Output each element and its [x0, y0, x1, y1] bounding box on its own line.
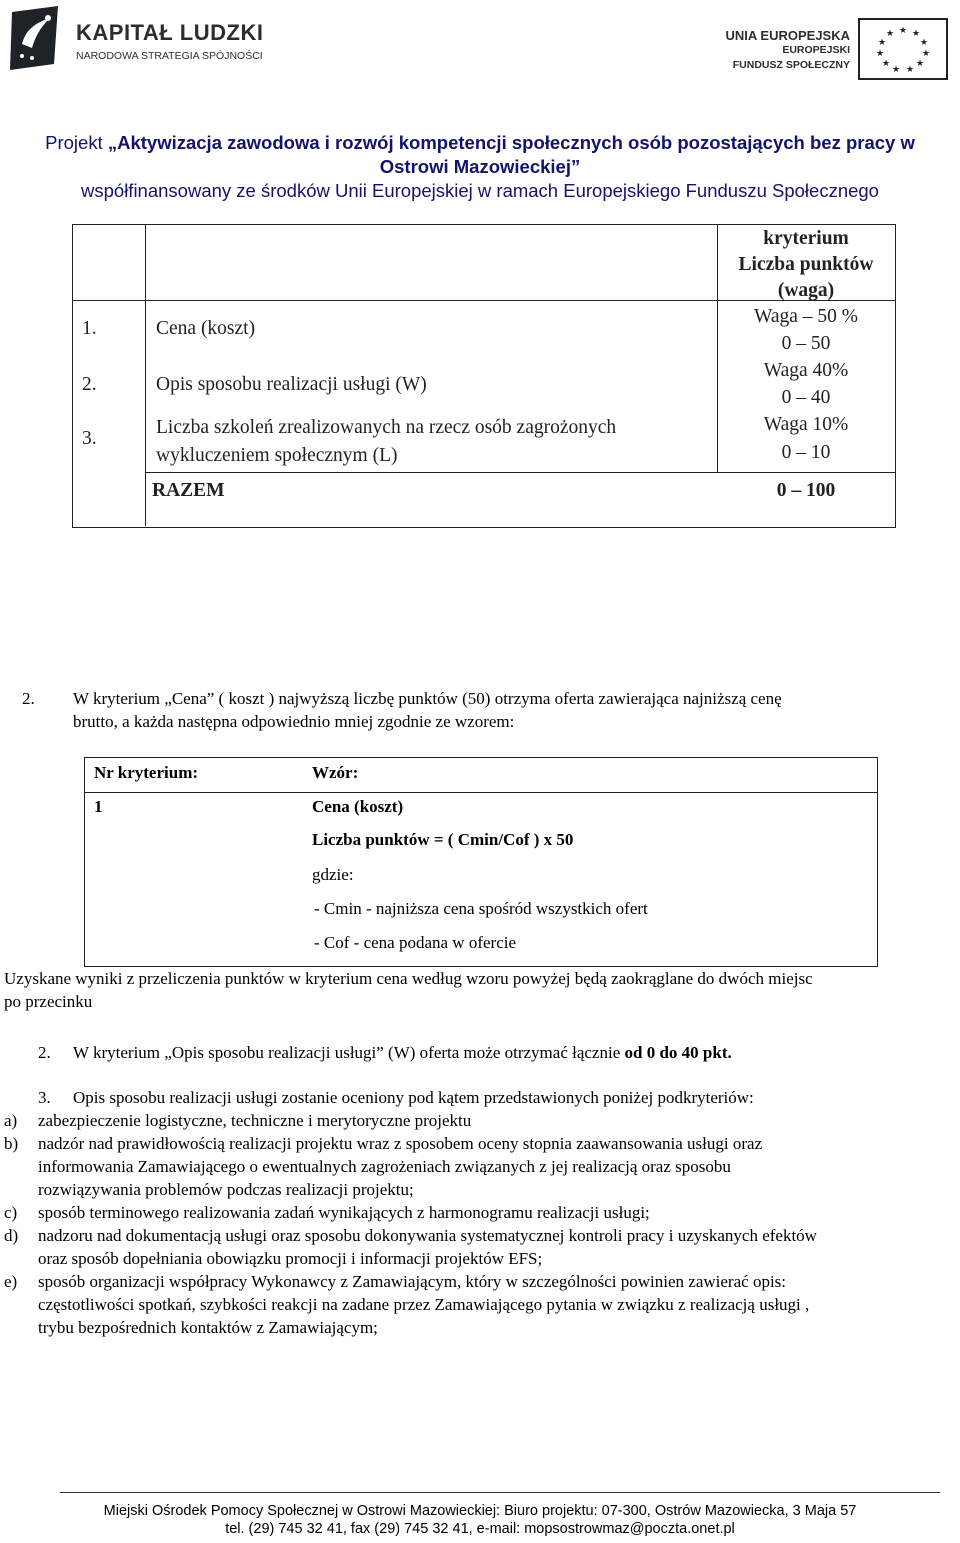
footer-address: Miejski Ośrodek Pomocy Społecznej w Ostrowi Mazowieckiej: Biuro projektu: 07-300, Ostrów Mazowiecka, 3 Maja 57 [103, 1503, 857, 1519]
subcriterion-b-line2: informowania Zamawiającego o ewentualnych zagrożeniach związanych z jej realizacją oraz sposobu [38, 1157, 731, 1176]
subcriterion-b-line3: rozwiązywania problemów podczas realizacji projektu; [38, 1180, 414, 1199]
svg-text:★: ★ [921, 49, 931, 59]
eu-flag-icon [858, 18, 948, 80]
criteria-row-1-weight: Waga – 50 % [753, 306, 859, 327]
criteria-table-header-rule [72, 300, 718, 301]
subcriterion-a-line1: zabezpieczenie logistyczne, techniczne i merytoryczne projektu [38, 1111, 472, 1130]
section3-num: 3. [38, 1088, 51, 1107]
formula-num: 1 [94, 797, 103, 816]
criteria-header-line2: Liczba punktów [738, 254, 874, 275]
formula-def-cmin: - Cmin - najniższa cena spośród wszystkich ofert [314, 899, 648, 918]
criteria-table-col-divider-1 [145, 224, 146, 526]
subcriterion-b-label: b) [4, 1134, 19, 1153]
criteria-row-1-name: Cena (koszt) [156, 318, 256, 339]
criteria-header-line3: (waga) [777, 280, 835, 301]
criteria-row-2-num: 2. [82, 374, 97, 395]
rounding-line2: po przecinku [4, 992, 93, 1011]
criteria-table-total-rule [145, 472, 895, 473]
footer-contact: tel. (29) 745 32 41, fax (29) 745 32 41, e-mail: mopsostrowmaz@poczta.onet.pl [225, 1521, 735, 1537]
criteria-row-2-range: 0 – 40 [781, 387, 831, 408]
formula-table-header-rule [84, 792, 878, 793]
criteria-row-3-num: 3. [82, 428, 97, 449]
svg-text:★: ★ [885, 29, 895, 39]
subcriterion-d-line2: oraz sposób dopełniania obowiązku promocji i informacji projektów EFS; [38, 1249, 543, 1268]
criteria-header [718, 226, 894, 304]
subcriterion-c-line1: sposób terminowego realizowania zadań wynikających z harmonogramu realizacji usługi; [38, 1203, 650, 1222]
criteria-row-1-range: 0 – 50 [781, 333, 831, 354]
section2b-text [73, 1042, 732, 1065]
svg-text:★: ★ [898, 26, 908, 36]
eu-logo [714, 18, 954, 82]
subcriterion-e-line1: sposób organizacji współpracy Wykonawcy z Zamawiającym, który w szczególności powinien zawierać opis: [38, 1272, 786, 1291]
eu-line3: FUNDUSZ SPOŁECZNY [732, 59, 850, 71]
rounding-line1: Uzyskane wyniki z przeliczenia punktów w kryterium cena według wzoru powyżej będą zaokrąglane do dwóch miejsc [4, 969, 813, 988]
project-cofinance: współfinansowany ze środków Unii Europejskiej w ramach Europejskiego Funduszu Społecznego [81, 180, 879, 201]
eu-logo-text [726, 28, 850, 73]
project-title-line1 [0, 132, 960, 154]
subcriterion-e-line2: częstotliwości spotkań, szybkości reakcji na zadane przez Zamawiającego pytania w związku z realizacją usługi , [38, 1295, 810, 1314]
svg-text:★: ★ [911, 29, 921, 39]
subcriterion-e-label: e) [4, 1272, 18, 1291]
section2-line2: brutto, a każda następna odpowiednio mniej zgodnie ze wzorem: [73, 712, 515, 731]
formula-def-cof: - Cof - cena podana w ofercie [314, 933, 517, 952]
section2b-body: W kryterium „Opis sposobu realizacji usługi” (W) oferta może otrzymać łącznie [73, 1043, 625, 1062]
footer-rule [60, 1492, 940, 1493]
subcriterion-d-label: d) [4, 1226, 19, 1245]
subcriterion-c-label: c) [4, 1203, 18, 1222]
criteria-row-3-name [156, 414, 616, 470]
criteria-header-line1: kryterium [763, 228, 849, 249]
formula-where: gdzie: [312, 865, 354, 884]
kapital-ludzki-logo [8, 4, 264, 74]
criteria-row-1-num: 1. [82, 318, 97, 339]
svg-text:★: ★ [875, 49, 885, 59]
svg-text:★: ★ [891, 65, 901, 75]
project-title-line2 [0, 156, 960, 178]
svg-text:★: ★ [877, 38, 887, 48]
criteria-total-range: 0 – 100 [776, 480, 836, 501]
section2-num: 2. [22, 689, 35, 708]
svg-text:★: ★ [919, 38, 929, 48]
subcriterion-a-label: a) [4, 1111, 18, 1130]
formula-col1-header: Nr kryterium: [94, 763, 199, 782]
formula-name: Cena (koszt) [312, 797, 404, 816]
criteria-total-label: RAZEM [152, 480, 225, 501]
svg-text:★: ★ [905, 65, 915, 75]
kapital-ludzki-title: KAPITAŁ LUDZKI [76, 20, 264, 45]
eu-line2: EUROPEJSKI [782, 44, 850, 56]
eu-line1: UNIA EUROPEJSKA [725, 28, 850, 43]
criteria-row-3-weight: Waga 10% [763, 414, 849, 435]
criteria-row-3-name-line1: Liczba szkoleń zrealizowanych na rzecz osób zagrożonych [156, 417, 617, 438]
svg-text:★: ★ [915, 59, 925, 69]
svg-text:★: ★ [881, 59, 891, 69]
project-title-part1: „Aktywizacja zawodowa i rozwój kompetencji społecznych osób pozostających bez pracy w [107, 132, 915, 153]
formula-col2-header: Wzór: [312, 763, 359, 782]
criteria-row-2-weight: Waga 40% [763, 360, 849, 381]
project-title-part2: Ostrowi Mazowieckiej” [379, 156, 581, 177]
section3-intro: Opis sposobu realizacji usługi zostanie oceniony pod kątem przedstawionych poniżej podkryteriów: [73, 1088, 754, 1107]
section2-line1: W kryterium „Cena” ( koszt ) najwyższą liczbę punktów (50) otrzyma oferta zawierająca najniższą cenę [73, 689, 782, 708]
section2b-num: 2. [38, 1043, 51, 1062]
subcriterion-d-line1: nadzoru nad dokumentacją usługi oraz sposobu dokonywania systematycznej kontroli pracy i uzyskanych efektów [38, 1226, 817, 1245]
subcriterion-e-line3: trybu bezpośrednich kontaktów z Zamawiającym; [38, 1318, 378, 1337]
criteria-row-2-name: Opis sposobu realizacji usługi (W) [156, 374, 427, 395]
kapital-ludzki-subtitle: NARODOWA STRATEGIA SPÓJNOŚCI [76, 50, 263, 62]
subcriterion-b-line1: nadzór nad prawidłowością realizacji projektu wraz z sposobem oceny stopnia zaawansowania usługi oraz [38, 1134, 763, 1153]
formula-expression: Liczba punktów = ( Cmin/Cof ) x 50 [312, 830, 574, 849]
section2b-points: od 0 do 40 pkt. [624, 1043, 732, 1062]
criteria-row-3-range: 0 – 10 [781, 442, 831, 463]
project-prefix: Projekt [45, 132, 108, 153]
criteria-row-3-name-line2: wykluczeniem społecznym (L) [156, 445, 398, 466]
kapital-ludzki-emblem-icon [8, 4, 66, 72]
